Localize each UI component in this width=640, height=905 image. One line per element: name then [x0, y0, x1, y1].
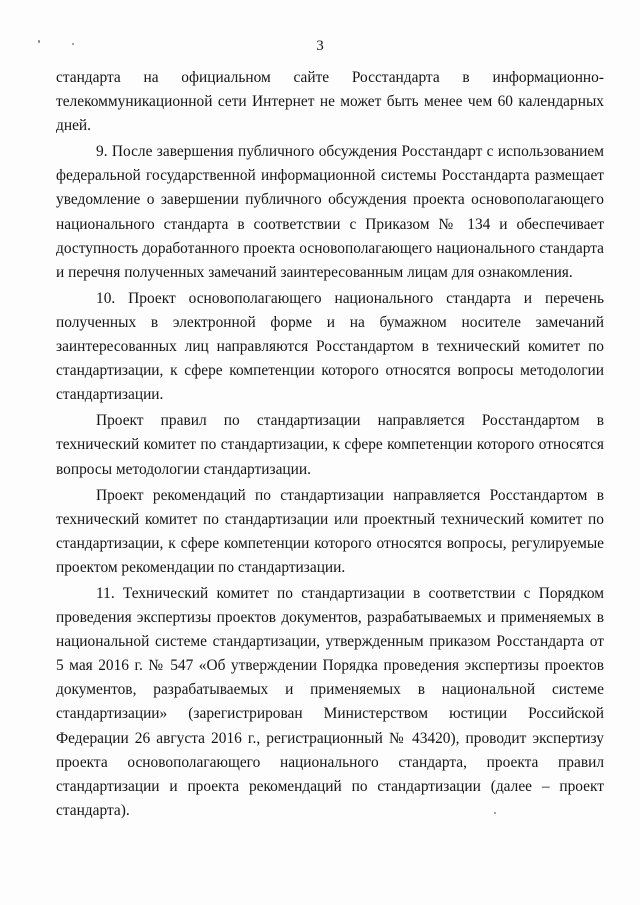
paragraph-rules-project: Проект правил по стандартизации направляется Росстандартом в технический комитет по стандартизации, к сфере компетенции которого относятся вопросы методологии стандартизации.: [56, 412, 604, 478]
page-number: 3: [316, 38, 324, 54]
paragraph-item-9: 9. После завершения публичного обсуждения Росстандарт с использованием федеральной государственной информационной системы Росстандарта размещает уведомление о завершении публичного обсуждения проекта основополагающего национального стандарта в соответствии с Приказом № 134 и обеспечивает доступность доработанного проекта основополагающего национального стандарта и перечня полученных замечаний заинтересованным лицам для ознакомления.: [56, 143, 604, 281]
paragraph-continuation: стандарта на официальном сайте Росстандарта в информационно-телекоммуникационной сети Интернет не может быть менее чем 60 календарных дней.: [56, 69, 604, 135]
document-body: [56, 66, 604, 823]
paragraph-recommendations-project: Проект рекомендаций по стандартизации направляется Росстандартом в технический комитет по стандартизации или проектный технический комитет по стандартизации, к сфере компетенции которого относятся вопросы, регулируемые проектом рекомендации по стандартизации.: [56, 486, 604, 576]
paragraph-item-11: 11. Технический комитет по стандартизации в соответствии с Порядком проведения экспертизы проектов документов, разрабатываемых и применяемых в национальной системе стандартизации, утвержденным приказом Росстандарта от 5 мая 2016 г. № 547 «Об утверждении Порядка проведения экспертизы проектов документов, разрабатываемых и применяемых в национальной системе стандартизации» (зарегистрирован Министерством юстиции Российской Федерации 26 августа 2016 г., регистрационный № 43420), проводит экспертизу проекта основополагающего национального стандарта, проекта правил стандартизации и проекта рекомендаций по стандартизации (далее – проект стандарта).: [56, 584, 604, 819]
paragraph-item-10: 10. Проект основополагающего национального стандарта и перечень полученных в электронной форме и на бумажном носителе замечаний заинтересованных лиц направляются Росстандартом в технический комитет по стандартизации, к сфере компетенции которого относятся вопросы методологии стандартизации.: [56, 289, 604, 404]
